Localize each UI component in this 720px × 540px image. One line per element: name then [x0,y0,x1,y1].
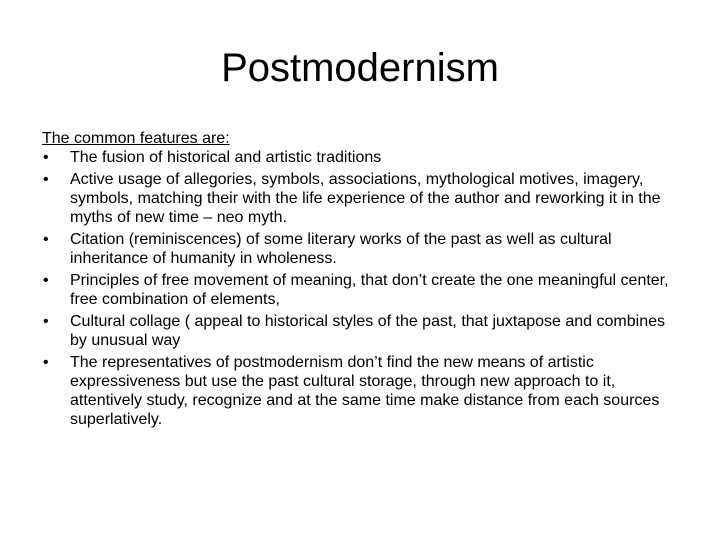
list-item [42,230,682,268]
bullet-icon: • [43,231,49,249]
list-item [42,312,682,350]
features-heading: The common features are: [42,130,230,147]
bullet-icon: • [43,149,49,167]
list-item [42,148,682,167]
list-item [42,353,682,430]
list-item-text: The representatives of postmodernism don’t find the new means of artistic expressiveness but use the past cultural storage, through new approach to it, attentively study, recognize and at the same time make distance from each sources superlatively. [70,353,660,429]
slide-title: Postmodernism [221,46,499,90]
list-item-text: Cultural collage ( appeal to historical styles of the past, that juxtapose and combines by unusual way [70,312,665,350]
list-item-text: Principles of free movement of meaning, that don’t create the one meaningful center, free combination of elements, [70,271,669,309]
list-item [42,271,682,309]
list-item [42,170,682,228]
list-item-text: The fusion of historical and artistic traditions [70,149,382,167]
bullet-icon: • [43,271,49,289]
list-item-text: Citation (reminiscences) of some literary works of the past as well as cultural inheritance of humanity in wholeness. [70,231,612,268]
bullet-icon: • [43,170,49,188]
bullet-icon: • [43,312,49,330]
bullet-icon: • [43,353,49,371]
features-list [42,148,682,429]
slide-body [42,129,682,432]
list-item-text: Active usage of allegories, symbols, associations, mythological motives, imagery, symbols, matching their with the life experience of the author and reworking it in the myths of new time – neo myth. [70,170,661,227]
